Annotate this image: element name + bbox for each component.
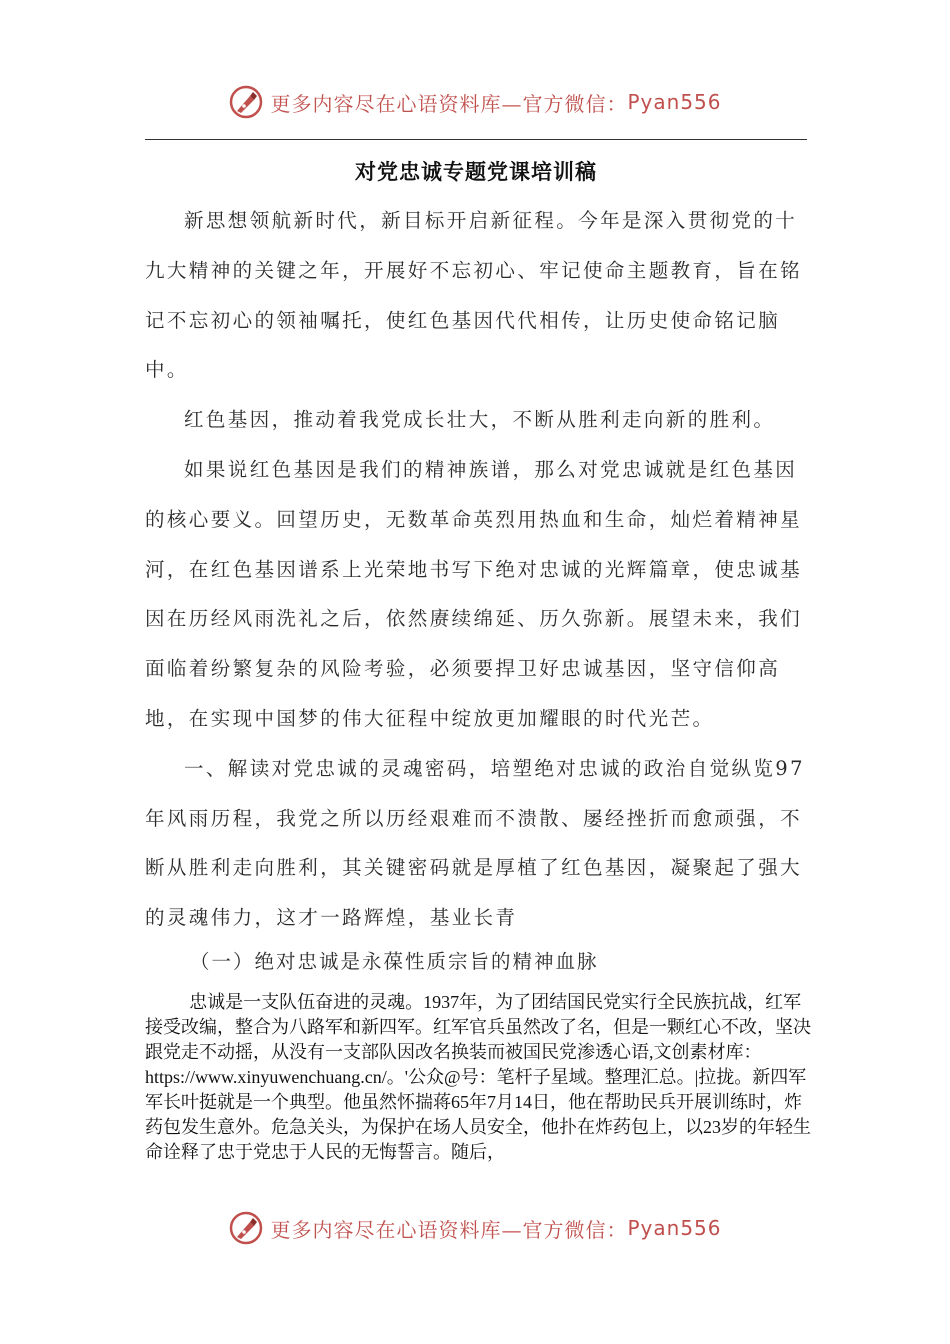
paragraph: 新思想领航新时代，新目标开启新征程。今年是深入贯彻党的十九大精神的关键之年，开展好不忘初心、牢记使命主题教育，旨在铭记不忘初心的领袖嘱托，使红色基因代代相传，让历史使命铭记脑中。 xyxy=(145,209,803,382)
footer-brand-id: Pyan556 xyxy=(627,1216,722,1240)
header-watermark xyxy=(0,82,950,122)
header-divider xyxy=(145,139,807,140)
pen-nib-logo-icon xyxy=(228,1210,264,1246)
header-brand-id: Pyan556 xyxy=(627,90,722,114)
paragraph: 忠诚是一支队伍奋进的灵魂。1937年，为了团结国民党实行全民族抗战，红军接受改编，整合为八路军和新四军。红军官兵虽然改了名，但是一颗红心不改，坚决跟党走不动摇，从没有一支部队因改名换装而被国民党渗透心语,文创素材库：https://www.xinyuwenchuang.cn/。'公众@号：笔杆子星域。整理汇总。|拉拢。新四军军长叶挺就是一个典型。他虽然怀揣蒋65年7月14日，他在帮助民兵开展训练时，炸药包发生意外。危急关头，为保护在场人员安全，他扑在炸药包上，以23岁的年轻生命诠释了忠于党忠于人民的无悔誓言。随后， xyxy=(145,992,811,1162)
paragraph: 红色基因，推动着我党成长壮大，不断从胜利走向新的胜利。 xyxy=(184,408,776,432)
document-title: 对党忠诚专题党课培训稿 xyxy=(355,159,597,184)
footer-watermark xyxy=(0,1208,950,1248)
pen-nib-logo-icon xyxy=(228,84,264,120)
section-subheading: （一）绝对忠诚是永葆性质宗旨的精神血脉 xyxy=(190,950,599,973)
paragraph: 一、解读对党忠诚的灵魂密码，培塑绝对忠诚的政治自觉纵览97年风雨历程，我党之所以历经艰难而不溃散、屡经挫折而愈顽强，不断从胜利走向胜利，其关键密码就是厚植了红色基因，凝聚起了强大的灵魂伟力，这才一路辉煌，基业长青 xyxy=(145,756,805,930)
document-body-small xyxy=(145,990,813,1165)
document-body xyxy=(145,196,807,943)
header-brand-text: 更多内容尽在心语资料库—官方微信： xyxy=(270,91,628,116)
paragraph: 如果说红色基因是我们的精神族谱，那么对党忠诚就是红色基因的核心要义。回望历史，无数革命英烈用热血和生命，灿烂着精神星河，在红色基因谱系上光荣地书写下绝对忠诚的光辉篇章，使忠诚基因在历经风雨洗礼之后，依然赓续绵延、历久弥新。展望未来，我们面临着纷繁复杂的风险考验，必须要捍卫好忠诚基因，坚守信仰高地，在实现中国梦的伟大征程中绽放更加耀眼的时代光芒。 xyxy=(145,457,803,730)
footer-brand-text: 更多内容尽在心语资料库—官方微信： xyxy=(270,1217,628,1242)
